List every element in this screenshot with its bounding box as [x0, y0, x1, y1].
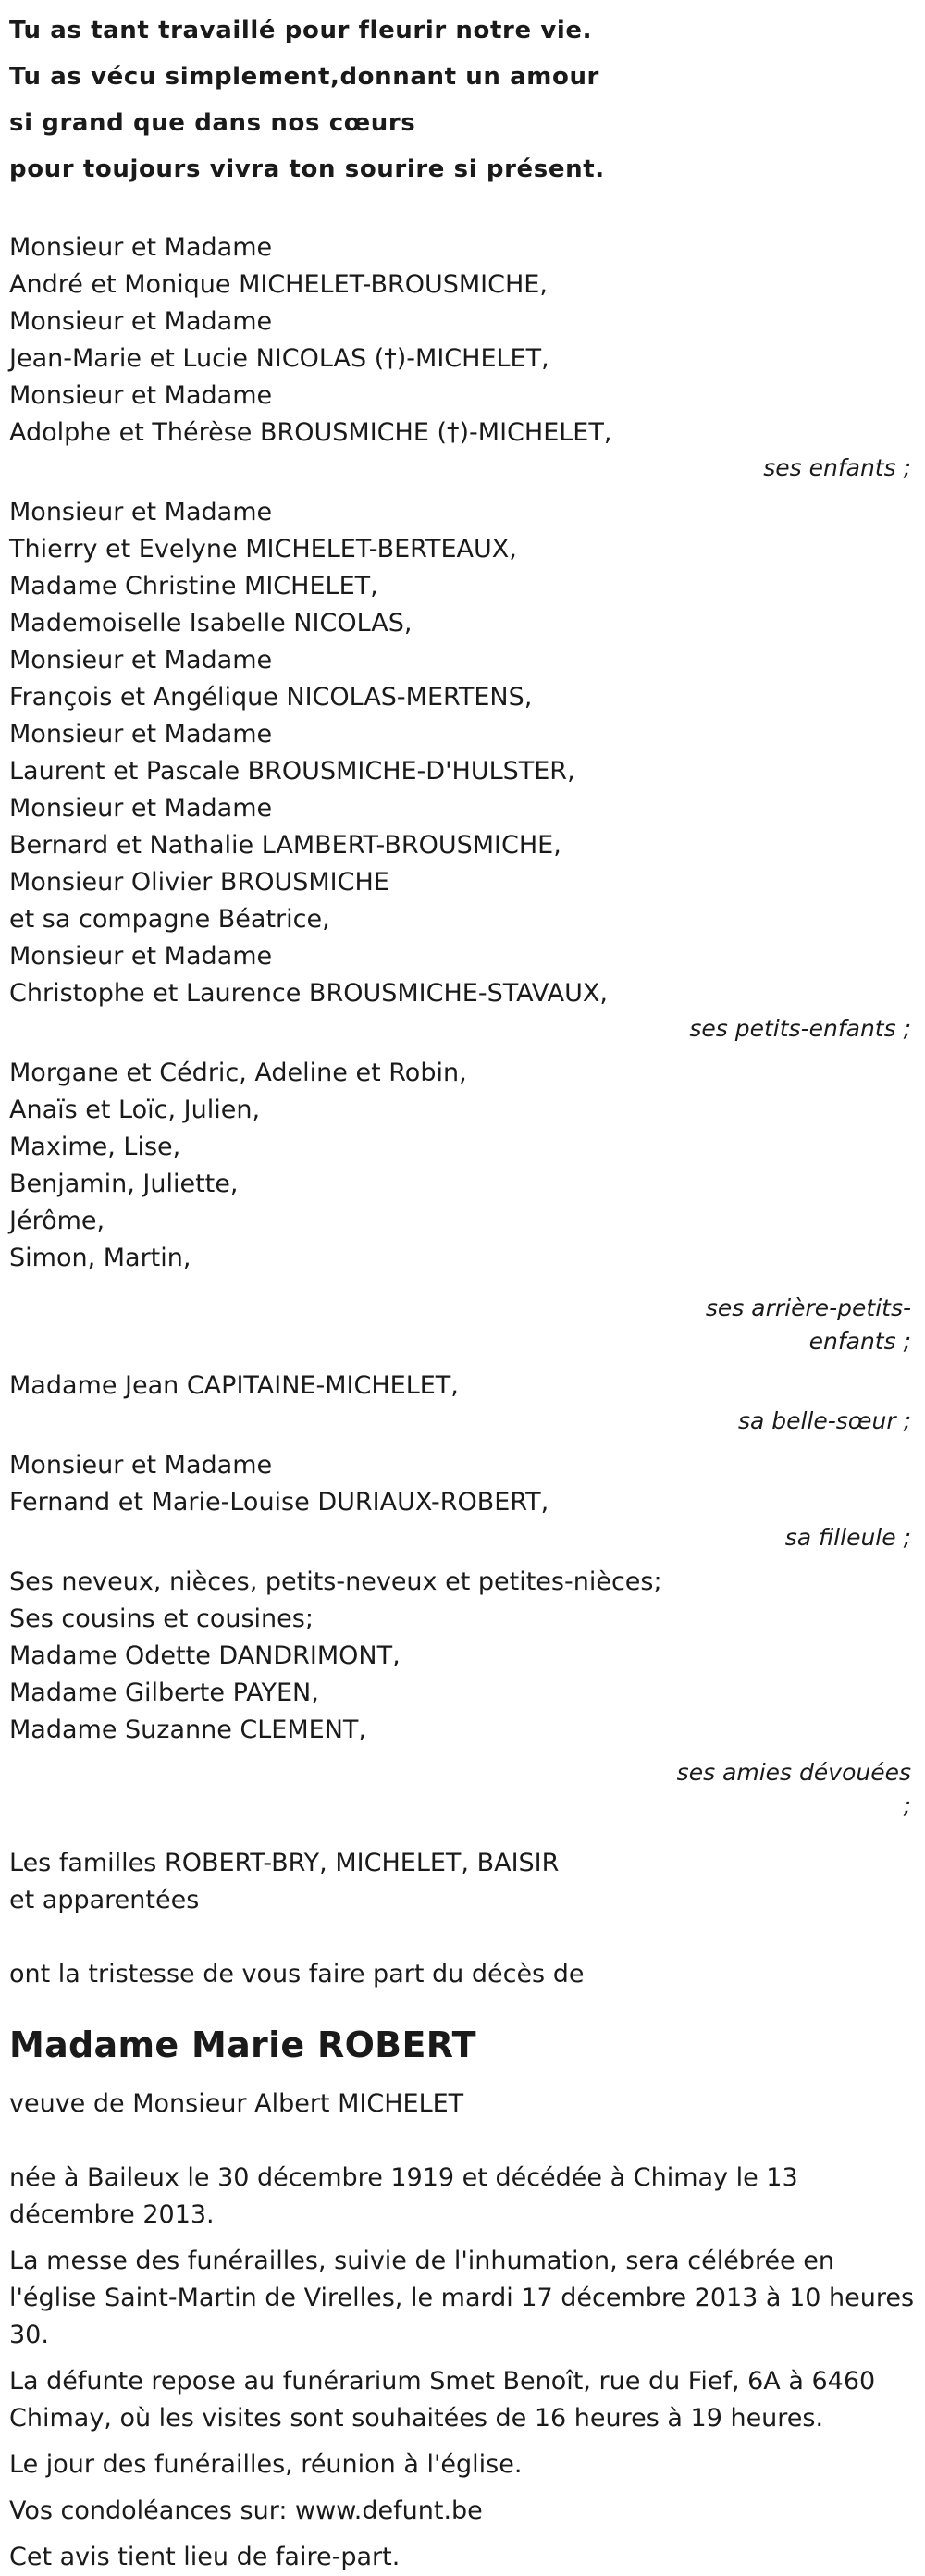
deceased-name: Madame Marie ROBERT — [9, 2025, 476, 2065]
poem — [9, 0, 916, 192]
birth-death-paragraph: née à Baileux le 30 décembre 1919 et décédée à Chimay le 13 décembre 2013. — [9, 2163, 798, 2229]
mourner-line: Jean-Marie et Lucie NICOLAS (†)-MICHELET, — [9, 344, 549, 373]
relation-label: sa filleule ; — [784, 1524, 911, 1551]
mourner-line: Monsieur et Madame — [9, 233, 273, 262]
mourner-line: Madame Gilberte PAYEN, — [9, 1678, 319, 1707]
mourner-line: Monsieur et Madame — [9, 646, 273, 675]
mourner-line: Monsieur et Madame — [9, 498, 273, 526]
relation-label: sa belle-sœur ; — [737, 1407, 911, 1434]
mourner-line: Jérôme, — [9, 1207, 105, 1235]
mourner-line: Monsieur Olivier BROUSMICHE — [9, 868, 389, 897]
group-goddaughter — [9, 1447, 916, 1554]
group-grandchildren — [9, 494, 916, 1046]
mourner-line: Ses cousins et cousines; — [9, 1604, 314, 1633]
relation-label: ses petits-enfants ; — [689, 1015, 911, 1042]
mourner-line: Thierry et Evelyne MICHELET-BERTEAUX, — [9, 535, 517, 564]
poem-line: Tu as vécu simplement,donnant un amour — [9, 63, 599, 91]
families-line: et apparentées — [9, 1886, 200, 1914]
relation-label: ses arrière-petits- — [705, 1294, 911, 1321]
group-devoted-friends — [9, 1564, 916, 1823]
mourner-line: Madame Odette DANDRIMONT, — [9, 1641, 401, 1670]
mourner-line: Maxime, Lise, — [9, 1133, 181, 1161]
mourner-line: Madame Suzanne CLEMENT, — [9, 1715, 366, 1744]
funeral-home-paragraph: La défunte repose au funérarium Smet Benoît, rue du Fief, 6A à 6460 Chimay, où les visites sont souhaitées de 16 heures à 19 heures. — [9, 2367, 876, 2433]
relation-label: ; — [903, 1792, 911, 1819]
funeral-mass-paragraph: La messe des funérailles, suivie de l'inhumation, sera célébrée en l'église Saint-Martin de Virelles, le mardi 17 décembre 2013 à 10 heures 30. — [9, 2247, 915, 2349]
mourner-line: Christophe et Laurence BROUSMICHE-STAVAUX, — [9, 979, 608, 1008]
poem-line: si grand que dans nos cœurs — [9, 109, 416, 137]
group-great-grandchildren — [9, 1055, 916, 1358]
mourner-line: Bernard et Nathalie LAMBERT-BROUSMICHE, — [9, 831, 561, 860]
group-children — [9, 229, 916, 485]
mourner-line: Benjamin, Juliette, — [9, 1170, 239, 1198]
mourner-line: Fernand et Marie-Louise DURIAUX-ROBERT, — [9, 1488, 549, 1517]
mourner-line: Madame Jean CAPITAINE-MICHELET, — [9, 1371, 459, 1400]
mourner-line: Morgane et Cédric, Adeline et Robin, — [9, 1059, 467, 1087]
mourner-line: Anaïs et Loïc, Julien, — [9, 1096, 261, 1124]
mourner-line: Madame Christine MICHELET, — [9, 572, 378, 601]
notice-paragraph: Cet avis tient lieu de faire-part. — [9, 2543, 401, 2571]
announcement: ont la tristesse de vous faire part du décès de — [9, 1960, 585, 1988]
mourner-line: Monsieur et Madame — [9, 942, 273, 971]
mourner-line: Monsieur et Madame — [9, 381, 273, 410]
mourner-line: Monsieur et Madame — [9, 720, 273, 749]
mourner-line: Adolphe et Thérèse BROUSMICHE (†)-MICHELET, — [9, 418, 612, 447]
families — [9, 1845, 916, 1919]
mourner-line: Ses neveux, nièces, petits-neveux et petites-nièces; — [9, 1567, 662, 1596]
mourner-line: Laurent et Pascale BROUSMICHE-D'HULSTER, — [9, 757, 575, 786]
relation-label: enfants ; — [808, 1328, 911, 1355]
mourner-line: André et Monique MICHELET-BROUSMICHE, — [9, 270, 548, 299]
families-line: Les familles ROBERT-BRY, MICHELET, BAISIR — [9, 1849, 560, 1877]
mourner-line: Monsieur et Madame — [9, 794, 273, 823]
group-sister-in-law — [9, 1368, 916, 1438]
condolences-paragraph: Vos condoléances sur: www.defunt.be — [9, 2496, 483, 2525]
mourner-line: Monsieur et Madame — [9, 1451, 273, 1480]
relation-label: ses amies dévouées — [676, 1759, 911, 1786]
mourner-line: et sa compagne Béatrice, — [9, 905, 330, 934]
mourner-line: François et Angélique NICOLAS-MERTENS, — [9, 683, 533, 712]
widow-of: veuve de Monsieur Albert MICHELET — [9, 2089, 464, 2118]
mourner-line: Monsieur et Madame — [9, 307, 273, 336]
mourner-line: Mademoiselle Isabelle NICOLAS, — [9, 609, 413, 638]
poem-line: Tu as tant travaillé pour fleurir notre vie. — [9, 17, 593, 44]
relation-label: ses enfants ; — [763, 454, 911, 481]
poem-line: pour toujours vivra ton sourire si présent. — [9, 155, 605, 183]
mourner-line: Simon, Martin, — [9, 1244, 191, 1272]
meeting-paragraph: Le jour des funérailles, réunion à l'église. — [9, 2450, 523, 2479]
